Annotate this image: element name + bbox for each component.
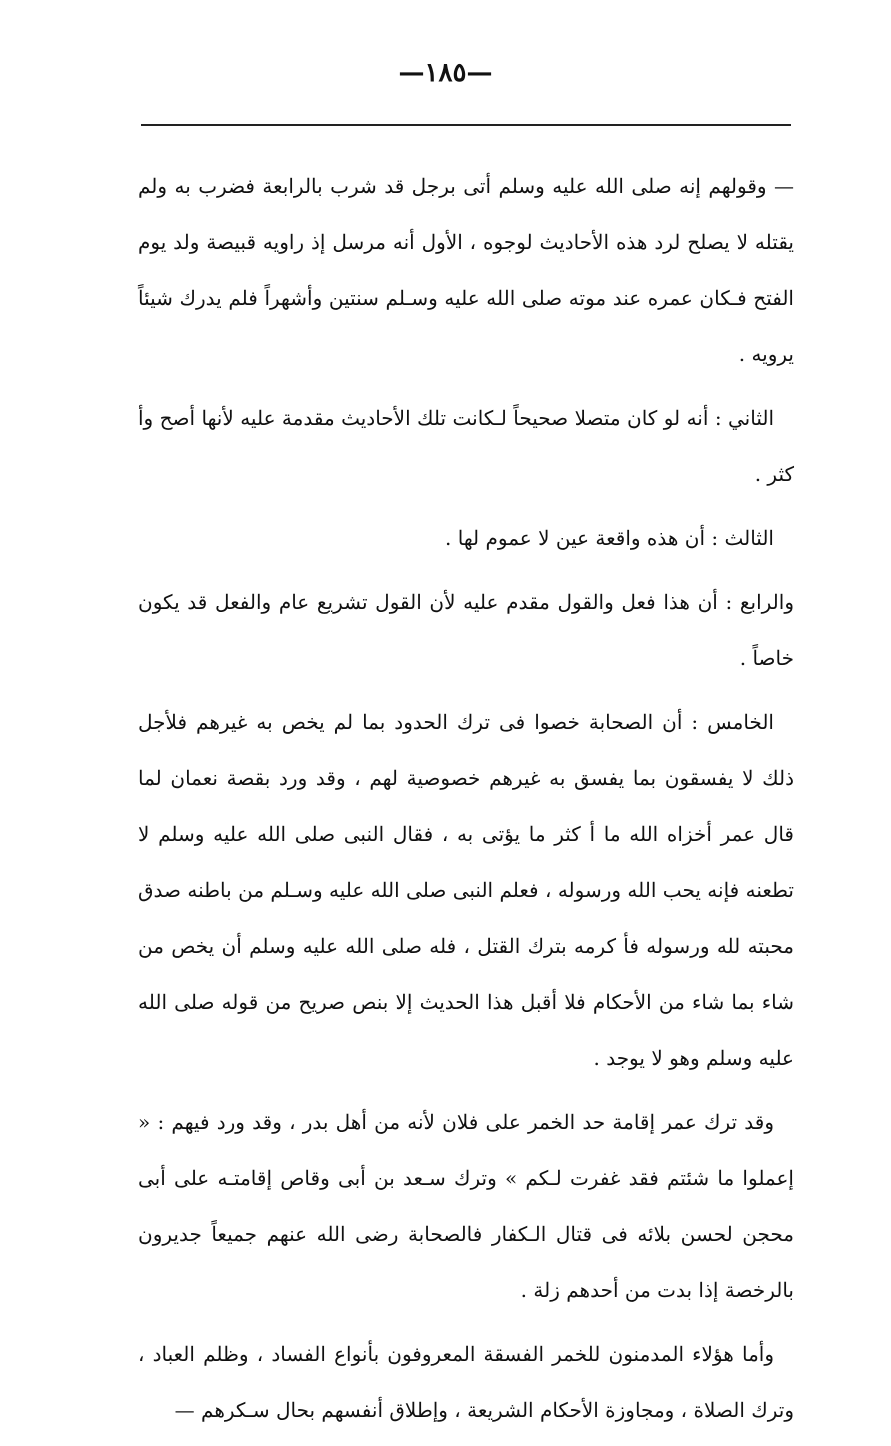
body-text — [138, 158, 794, 1446]
paragraph-second-reason: الثاني : أنه لو كان متصلا صحيحاً لـكانت تلك الأحاديث مقدمة عليه لأنها أصح وأ كثر . — [138, 406, 794, 486]
paragraph-hadith-critique: — وقولهم إنه صلى الله عليه وسلم أتى برجل قد شرب بالرابعة فضرب به ولم يقتله لا يصلح لرد هذه الأحاديث لوجوه ، الأول أنه مرسل إذ راويه قبيصة ولد يوم الفتح فـكان عمره عند موته صلى الله عليه وسـلم سنتين وأشهراً فلم يدرك شيئاً يرويه . — [138, 174, 794, 366]
header-rule — [141, 124, 791, 126]
paragraph-drinkers: وأما هؤلاء المدمنون للخمر الفسقة المعروفون بأنواع الفساد ، وظلم العباد ، وترك الصلاة ، ومجاوزة الأحكام الشريعة ، وإطلاق أنفسهم بحال سـكرهم — — [138, 1342, 794, 1422]
paragraph-fifth-reason: الخامس : أن الصحابة خصوا فى ترك الحدود بما لم يخص به غيرهم فلأجل ذلك لا يفسقون بما يفسق به غيرهم خصوصية لهم ، وقد ورد بقصة نعمان لما قال عمر أخزاه الله ما أ كثر ما يؤتى به ، فقال النبى صلى الله عليه وسلم لا تطعنه فإنه يحب الله ورسوله ، فعلم النبى صلى الله عليه وسـلم من باطنه صدق محبته لله ورسوله فأ كرمه بترك القتل ، فله صلى الله عليه وسلم أن يخص من شاء بما شاء من الأحكام فلا أقبل هذا الحديث إلا بنص صريح من قوله صلى الله عليه وسلم وهو لا يوجد . — [138, 710, 794, 1070]
paragraph-fourth-reason: والرابع : أن هذا فعل والقول مقدم عليه لأن القول تشريع عام والفعل قد يكون خاصاً . — [138, 590, 794, 670]
page-number: —١٨٥— — [398, 58, 493, 88]
paragraph-third-reason: الثالث : أن هذه واقعة عين لا عموم لها . — [445, 526, 774, 550]
paragraph-umar-badr: وقد ترك عمر إقامة حد الخمر على فلان لأنه من أهل بدر ، وقد ورد فيهم : « إعملوا ما شئتم فقد غفرت لـكم » وترك سـعد بن أبى وقاص إقامتـه على أبى محجن لحسن بلائه فى قتال الـكفار فالصحابة رضى الله عنهم جميعاً جديرون بالرخصة إذا بدت من أحدهم زلة . — [138, 1110, 794, 1302]
